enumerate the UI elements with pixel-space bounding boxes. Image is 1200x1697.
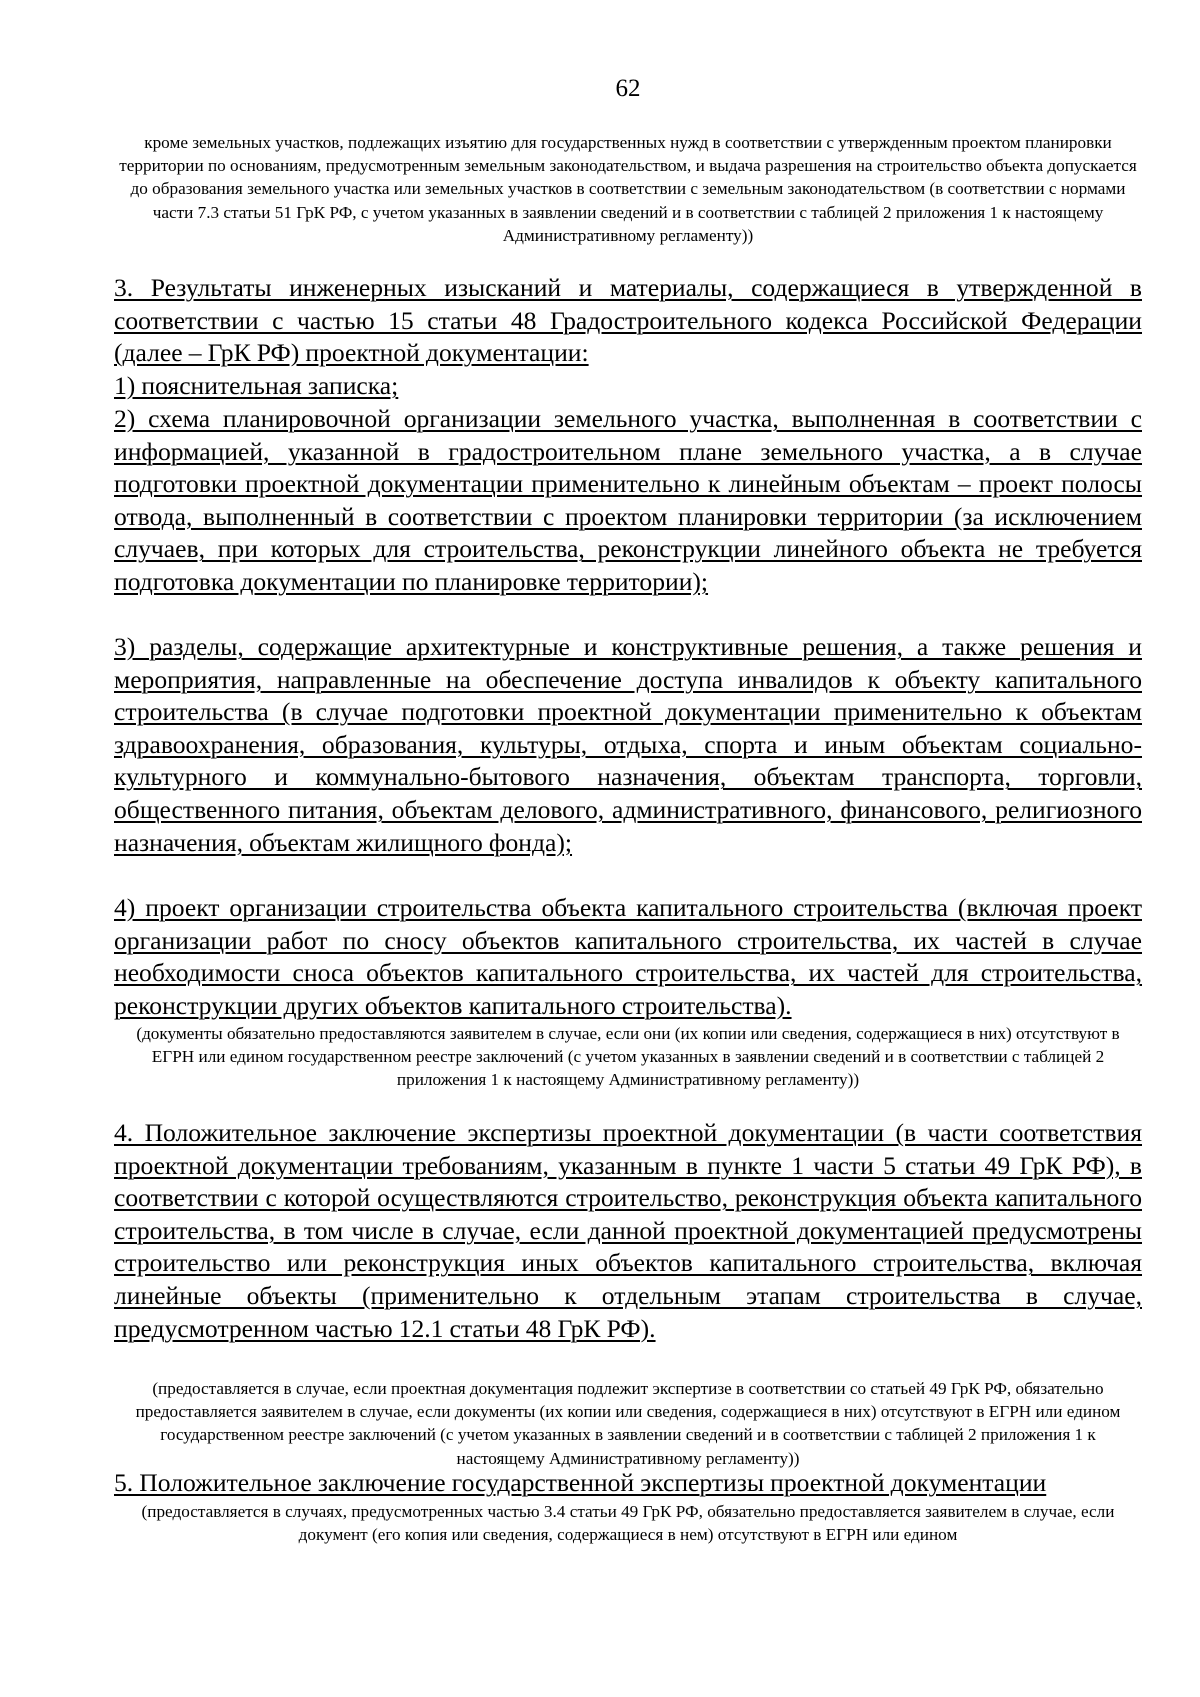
- item-3-subitem-2: 2) схема планировочной организации земельного участка, выполненная в соответствии с информацией, указанной в градостроительном плане земельного участка, а в случае подготовки проектной документации применительно к линейным объектам – проект полосы отвода, выполненный в соответствии с проектом планировки территории (за исключением случаев, при которых для строительства, реконструкции линейного объекта не требуется подготовка документации по планировке территории);: [114, 404, 1142, 596]
- item-3-title: 3. Результаты инженерных изысканий и материалы, содержащиеся в утвержденной в соответствии с частью 15 статьи 48 Градостроительного кодекса Российской Федерации (далее – ГрК РФ) проектной документации:: [114, 273, 1142, 368]
- item-3-subitem-3: 3) разделы, содержащие архитектурные и конструктивные решения, а также решения и мероприятия, направленные на обеспечение доступа инвалидов к объекту капитального строительства (в случае подготовки проектной документации применительно к объектам здравоохранения, образования, культуры, отдыха, спорта и иным объектам социально-культурного и коммунально-бытового назначения, объектам транспорта, торговли, общественного питания, объектам делового, административного, финансового, религиозного назначения, объектам жилищного фонда);: [114, 632, 1142, 857]
- note-item-3: (документы обязательно предоставляются заявителем в случае, если они (их копии или сведения, содержащиеся в них) отсутствуют в ЕГРН или едином государственном реестре заключений (с учетом указанных в заявлении сведений и в соответствии с таблицей 2 приложения 1 к настоящему Административному регламенту)): [136, 1024, 1120, 1090]
- note-intro: кроме земельных участков, подлежащих изъятию для государственных нужд в соответствии с утвержденным проектом планировки территории по основаниям, предусмотренным земельным законодательством, и выдача разрешения на строительство объекта допускается до образования земельного участка или земельных участков в соответствии с земельным законодательством (в соответствии с нормами части 7.3 статьи 51 ГрК РФ, с учетом указанных в заявлении сведений и в соответствии с таблицей 2 приложения 1 к настоящему Административному регламенту)): [119, 133, 1137, 245]
- note-item-4: (предоставляется в случае, если проектная документация подлежит экспертизе в соответствии со статьей 49 ГрК РФ, обязательно предоставляется заявителем в случае, если документы (их копии или сведения, содержащиеся в них) отсутствуют в ЕГРН или едином государственном реестре заключений (с учетом указанных в заявлении сведений и в соответствии с таблицей 2 приложения 1 к настоящему Административному регламенту)): [135, 1379, 1121, 1468]
- item-4: 4. Положительное заключение экспертизы проектной документации (в части соответствия проектной документации требованиям, указанным в пункте 1 части 5 статьи 49 ГрК РФ), в соответствии с которой осуществляются строительство, реконструкция объекта капитального строительства, в том числе в случае, если данной проектной документацией предусмотрены строительство или реконструкция иных объектов капитального строительства, включая линейные объекты (применительно к отдельным этапам строительства в случае, предусмотренном частью 12.1 статьи 48 ГрК РФ).: [114, 1118, 1142, 1343]
- page-number: 62: [615, 75, 641, 102]
- item-5: 5. Положительное заключение государственной экспертизы проектной документации: [114, 1468, 1047, 1497]
- item-3-subitem-1: 1) пояснительная записка;: [114, 371, 399, 400]
- item-3-subitem-4: 4) проект организации строительства объекта капитального строительства (включая проект организации работ по сносу объектов капитального строительства, их частей в случае необходимости сноса объектов капитального строительства, их частей для строительства, реконструкции других объектов капитального строительства).: [114, 893, 1142, 1020]
- note-item-5: (предоставляется в случаях, предусмотренных частью 3.4 статьи 49 ГрК РФ, обязательно предоставляется заявителем в случае, если документ (его копия или сведения, содержащиеся в нем) отсутствуют в ЕГРН или едином: [141, 1502, 1115, 1545]
